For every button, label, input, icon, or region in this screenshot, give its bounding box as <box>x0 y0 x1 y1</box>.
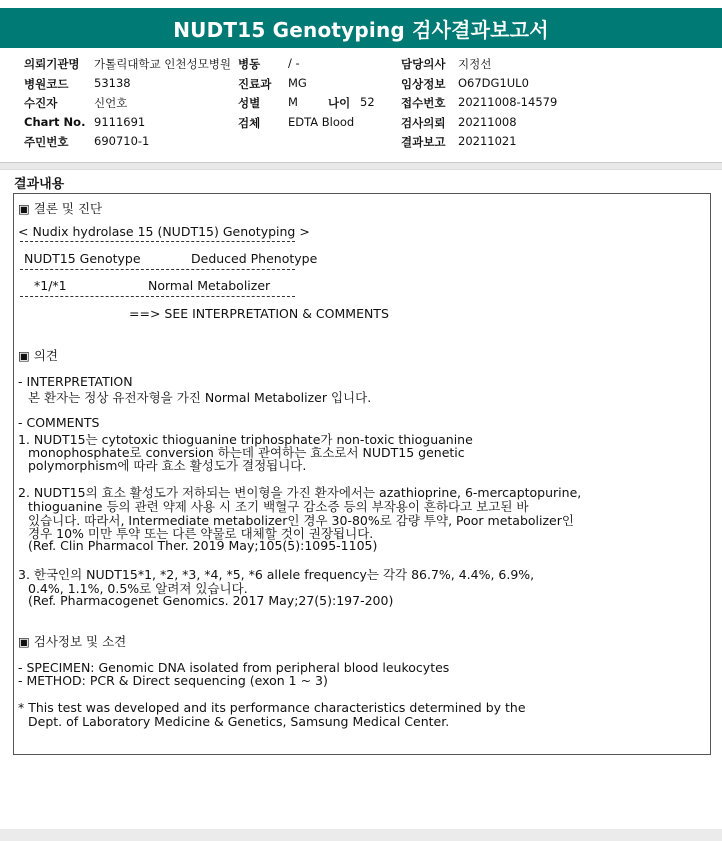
clinical-info-value: O67DG1UL0 <box>458 76 529 90</box>
conclusion-header: ▣ 결론 및 진단 <box>18 201 103 216</box>
ward-label: 병동 <box>238 57 261 71</box>
disclaimer-line: Dept. of Laboratory Medicine & Genetics, Samsung Medical Center. <box>28 714 450 729</box>
examinee-value: 신언호 <box>94 96 128 110</box>
institution-label: 의뢰기관명 <box>24 57 80 71</box>
see-interpretation: ==> SEE INTERPRETATION & COMMENTS <box>129 306 389 321</box>
comment1-line: 1. NUDT15는 cytotoxic thioguanine triphosphate가 non-toxic thioguanine <box>18 432 473 447</box>
disclaimer-line: * This test was developed and its performance characteristics determined by the <box>18 700 526 715</box>
opinion-header: ▣ 의견 <box>18 348 58 363</box>
results-box <box>13 193 711 755</box>
clinical-info-label: 임상정보 <box>401 77 446 91</box>
hospital-code-value: 53138 <box>94 76 131 90</box>
comment2-line: 경우 10% 미만 투약 또는 다른 약물로 대체할 것이 권장됩니다. <box>28 526 374 541</box>
genotype-column-header: NUDT15 Genotype <box>24 251 141 266</box>
divider-line <box>20 241 295 242</box>
section-divider <box>0 162 722 170</box>
footer-band <box>0 829 722 841</box>
comments-label: - COMMENTS <box>18 415 100 430</box>
receipt-no-label: 접수번호 <box>401 96 446 110</box>
physician-value: 지정선 <box>458 57 492 71</box>
comment3-reference: (Ref. Pharmacogenet Genomics. 2017 May;27(5):197-200) <box>28 593 394 608</box>
request-date-label: 검사의뢰 <box>401 116 446 130</box>
department-value: MG <box>288 76 307 90</box>
chart-no-value: 9111691 <box>94 115 146 129</box>
comment2-line: 있습니다. 따라서, Intermediate metabolizer인 경우 30-80%로 감량 투약, Poor metabolizer인 <box>28 513 574 528</box>
report-date-value: 20211021 <box>458 134 517 148</box>
hospital-code-label: 병원코드 <box>24 77 69 91</box>
specimen-label: 검체 <box>238 116 261 130</box>
receipt-no-value: 20211008-14579 <box>458 95 558 109</box>
chart-no-label: Chart No. <box>24 115 86 129</box>
report-date-label: 결과보고 <box>401 135 446 149</box>
specimen-value: EDTA Blood <box>288 115 355 129</box>
test-info-header: ▣ 검사정보 및 소견 <box>18 634 127 649</box>
ward-value: / - <box>288 56 300 70</box>
divider-line <box>20 296 295 297</box>
genotype-value: *1/*1 <box>34 278 67 293</box>
results-heading: 결과내용 <box>14 177 65 192</box>
sex-value: M <box>288 95 298 109</box>
age-label: 나이 <box>328 96 351 110</box>
resident-no-label: 주민번호 <box>24 135 69 149</box>
interpretation-label: - INTERPRETATION <box>18 374 133 389</box>
department-label: 진료과 <box>238 77 272 91</box>
method-line: - METHOD: PCR & Direct sequencing (exon 1 ~ 3) <box>18 673 328 688</box>
specimen-line: - SPECIMEN: Genomic DNA isolated from peripheral blood leukocytes <box>18 660 450 675</box>
request-date-value: 20211008 <box>458 115 517 129</box>
comment2-reference: (Ref. Clin Pharmacol Ther. 2019 May;105(5):1095-1105) <box>28 538 378 553</box>
sex-label: 성별 <box>238 96 261 110</box>
divider-line <box>20 269 295 270</box>
interpretation-text: 본 환자는 정상 유전자형을 가진 Normal Metabolizer 입니다. <box>28 390 372 405</box>
examinee-label: 수진자 <box>24 96 58 110</box>
comment1-line: monophosphate로 conversion 하는데 관여하는 효소로서 NUDT15 genetic <box>28 445 465 460</box>
age-value: 52 <box>360 95 375 109</box>
comment3-line: 0.4%, 1.1%, 0.5%로 알려져 있습니다. <box>28 581 248 596</box>
patient-info-panel <box>0 54 722 154</box>
comment1-line: polymorphism에 따라 효소 활성도가 결정됩니다. <box>28 458 307 473</box>
phenotype-column-header: Deduced Phenotype <box>191 251 318 266</box>
report-title: NUDT15 Genotyping 검사결과보고서 <box>173 17 549 42</box>
institution-value: 가톨릭대학교 인천성모병원 <box>94 57 231 71</box>
comment2-line: 2. NUDT15의 효소 활성도가 저하되는 변이형을 가진 환자에서는 azathioprine, 6-mercaptopurine, <box>18 485 582 500</box>
resident-no-value: 690710-1 <box>94 134 150 148</box>
assay-title: < Nudix hydrolase 15 (NUDT15) Genotyping > <box>18 224 310 239</box>
physician-label: 담당의사 <box>401 57 446 71</box>
comment2-line: thioguanine 등의 관련 약제 사용 시 조기 백혈구 감소증 등의 부작용이 흔하다고 보고된 바 <box>28 499 529 514</box>
phenotype-value: Normal Metabolizer <box>148 278 271 293</box>
report-title-banner <box>0 8 722 48</box>
comment3-line: 3. 한국인의 NUDT15*1, *2, *3, *4, *5, *6 allele frequency는 각각 86.7%, 4.4%, 6.9%, <box>18 567 535 582</box>
